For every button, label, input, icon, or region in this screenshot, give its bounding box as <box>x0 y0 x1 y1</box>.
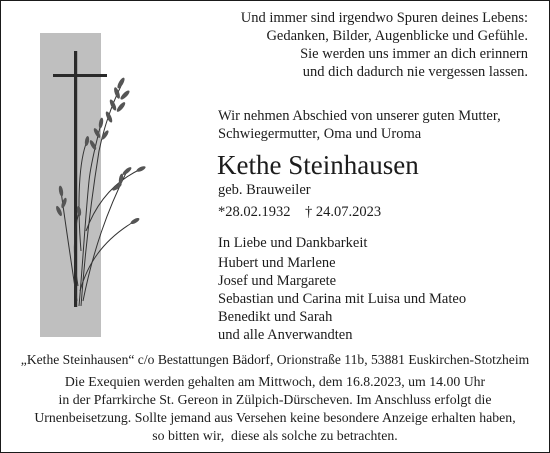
poem-line: Und immer sind irgendwo Spuren deines Lebens: <box>240 10 528 26</box>
service-info <box>1 373 549 445</box>
farewell-line: Wir nehmen Abschied von unserer guten Mutter, <box>218 108 501 124</box>
poem <box>188 9 528 81</box>
service-line: Urnenbeisetzung. Sollte jemand aus Versehen keine besondere Anzeige erhalten haben, <box>34 410 516 425</box>
service-line: Die Exequien werden gehalten am Mittwoch, dem 16.8.2023, um 14.00 Uhr <box>64 374 486 389</box>
deceased-name: Kethe Steinhausen <box>217 150 419 180</box>
wheat-icon <box>55 77 147 306</box>
mourner-line: Benedikt und Sarah <box>218 309 333 325</box>
mourners-intro: In Liebe und Dankbarkeit <box>218 235 368 251</box>
service-line: so bitten wir, diese als solche zu betrachten. <box>152 428 398 443</box>
cross-and-wheat-illustration <box>31 51 151 311</box>
poem-line: Sie werden uns immer an dich erinnern <box>300 46 528 62</box>
farewell-line: Schwiegermutter, Oma und Uroma <box>218 126 422 142</box>
contact-address: „Kethe Steinhausen“ c/o Bestattungen Bädorf, Orionstraße 11b, 53881 Euskirchen-Stotzheim <box>20 352 530 367</box>
birth-name: geb. Brauweiler <box>218 182 311 198</box>
mourners-list <box>218 254 466 344</box>
mourner-line: Hubert und Marlene <box>218 255 336 271</box>
farewell-text <box>218 107 501 143</box>
poem-line: Gedanken, Bilder, Augenblicke und Gefühle. <box>266 28 528 44</box>
mourner-line: Josef und Margarete <box>218 273 337 289</box>
birth-date: *28.02.1932 <box>218 204 291 220</box>
mourner-line: Sebastian und Carina mit Luisa und Mateo <box>218 291 467 307</box>
death-date: † 24.07.2023 <box>305 204 382 220</box>
poem-line: und dich dadurch nie vergessen lassen. <box>302 64 528 80</box>
service-line: in der Pfarrkirche St. Gereon in Zülpich-Dürscheven. Im Anschluss erfolgt die <box>58 392 492 407</box>
mourner-line: und alle Anverwandten <box>218 327 353 343</box>
